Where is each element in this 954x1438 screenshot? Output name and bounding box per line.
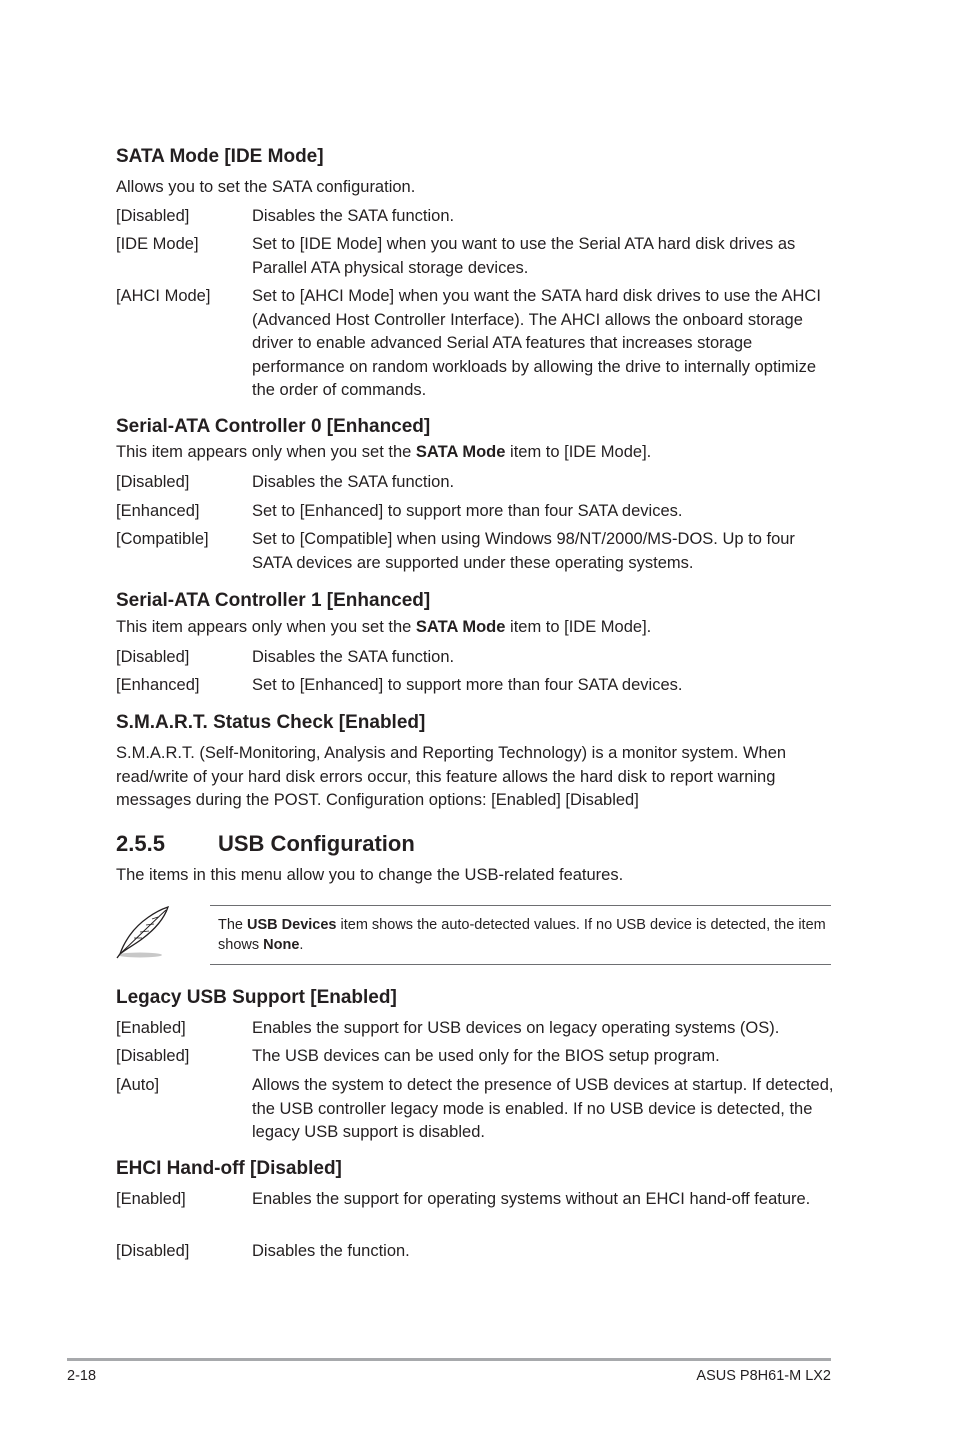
- controller0-intro: This item appears only when you set the SATA Mode item to [IDE Mode].: [116, 443, 652, 461]
- ehci-heading: EHCI Hand-off [Disabled]: [116, 1158, 342, 1179]
- product-name: ASUS P8H61-M LX2: [696, 1368, 831, 1384]
- option-desc: Enables the support for USB devices on legacy operating systems (OS).: [252, 1019, 780, 1037]
- option-desc: Disables the function.: [252, 1242, 410, 1260]
- option-row: [116, 528, 836, 575]
- option-key: [Enhanced]: [116, 502, 200, 520]
- option-desc: Set to [AHCI Mode] when you want the SATA hard disk drives to use the AHCI (Advanced Host Controller Interface). The AHCI allows the onboard storage driver to enable advanced Serial ATA features that increases storage performance on random workloads by allowing the drive to internally optimize the order of commands.: [252, 287, 821, 399]
- sata-mode-intro: Allows you to set the SATA configuration.: [116, 178, 416, 196]
- option-key: [Disabled]: [116, 207, 190, 225]
- controller1-intro: This item appears only when you set the SATA Mode item to [IDE Mode].: [116, 618, 652, 636]
- option-desc: Disables the SATA function.: [252, 207, 455, 225]
- option-desc: Disables the SATA function.: [252, 473, 455, 491]
- option-desc: Enables the support for operating systems without an EHCI hand-off feature.: [252, 1190, 811, 1208]
- option-row: [116, 205, 836, 229]
- option-row: [116, 500, 836, 524]
- legacy-usb-heading: Legacy USB Support [Enabled]: [116, 987, 397, 1008]
- option-desc: Disables the SATA function.: [252, 648, 455, 666]
- option-desc: Allows the system to detect the presence of USB devices at startup. If detected, the USB controller legacy mode is enabled. If no USB device is detected, the legacy USB support is disabled.: [252, 1076, 834, 1141]
- option-row: [116, 1017, 836, 1041]
- option-key: [Enabled]: [116, 1190, 186, 1208]
- note-top-rule: [210, 905, 831, 906]
- option-key: [Enhanced]: [116, 676, 200, 694]
- option-key: [Disabled]: [116, 1047, 190, 1065]
- option-desc: Set to [Enhanced] to support more than four SATA devices.: [252, 676, 683, 694]
- option-row: [116, 1240, 836, 1264]
- option-desc: Set to [Enhanced] to support more than four SATA devices.: [252, 502, 683, 520]
- controller0-heading: Serial-ATA Controller 0 [Enhanced]: [116, 416, 431, 437]
- option-key: [IDE Mode]: [116, 235, 199, 253]
- note-text: The USB Devices item shows the auto-detected values. If no USB device is detected, the item shows None.: [218, 917, 826, 953]
- option-row: [116, 233, 836, 280]
- smart-body: S.M.A.R.T. (Self-Monitoring, Analysis and Reporting Technology) is a monitor system. When read/write of your hard disk errors occur, this feature allows the hard disk to report warning messages during the POST. Configuration options: [Enabled] [Disabled]: [116, 744, 787, 809]
- option-row: [116, 471, 836, 495]
- smart-heading: S.M.A.R.T. Status Check [Enabled]: [116, 712, 426, 733]
- sata-mode-heading: SATA Mode [IDE Mode]: [116, 146, 324, 167]
- option-key: [Enabled]: [116, 1019, 186, 1037]
- option-row: [116, 674, 836, 698]
- pen-icon: [112, 905, 174, 963]
- option-row: [116, 1074, 836, 1145]
- controller1-heading: Serial-ATA Controller 1 [Enhanced]: [116, 590, 431, 611]
- footer-rule: [67, 1358, 831, 1361]
- usb-section-intro: The items in this menu allow you to change the USB-related features.: [116, 866, 624, 884]
- option-key: [Disabled]: [116, 1242, 190, 1260]
- option-row: [116, 646, 836, 670]
- option-desc: Set to [IDE Mode] when you want to use the Serial ATA hard disk drives as Parallel ATA physical storage devices.: [252, 235, 796, 277]
- usb-section-heading: 2.5.5 USB Configuration: [116, 831, 415, 856]
- option-key: [AHCI Mode]: [116, 287, 211, 305]
- option-key: [Disabled]: [116, 648, 190, 666]
- option-desc: Set to [Compatible] when using Windows 98/NT/2000/MS-DOS. Up to four SATA devices are supported under these operating systems.: [252, 530, 795, 572]
- option-key: [Compatible]: [116, 530, 209, 548]
- option-desc: The USB devices can be used only for the BIOS setup program.: [252, 1047, 720, 1065]
- option-key: [Disabled]: [116, 473, 190, 491]
- option-row: [116, 1045, 836, 1069]
- option-row: [116, 285, 836, 403]
- option-row: [116, 1188, 836, 1212]
- option-key: [Auto]: [116, 1076, 160, 1094]
- note-bottom-rule: [210, 964, 831, 965]
- page-number: 2-18: [67, 1368, 97, 1384]
